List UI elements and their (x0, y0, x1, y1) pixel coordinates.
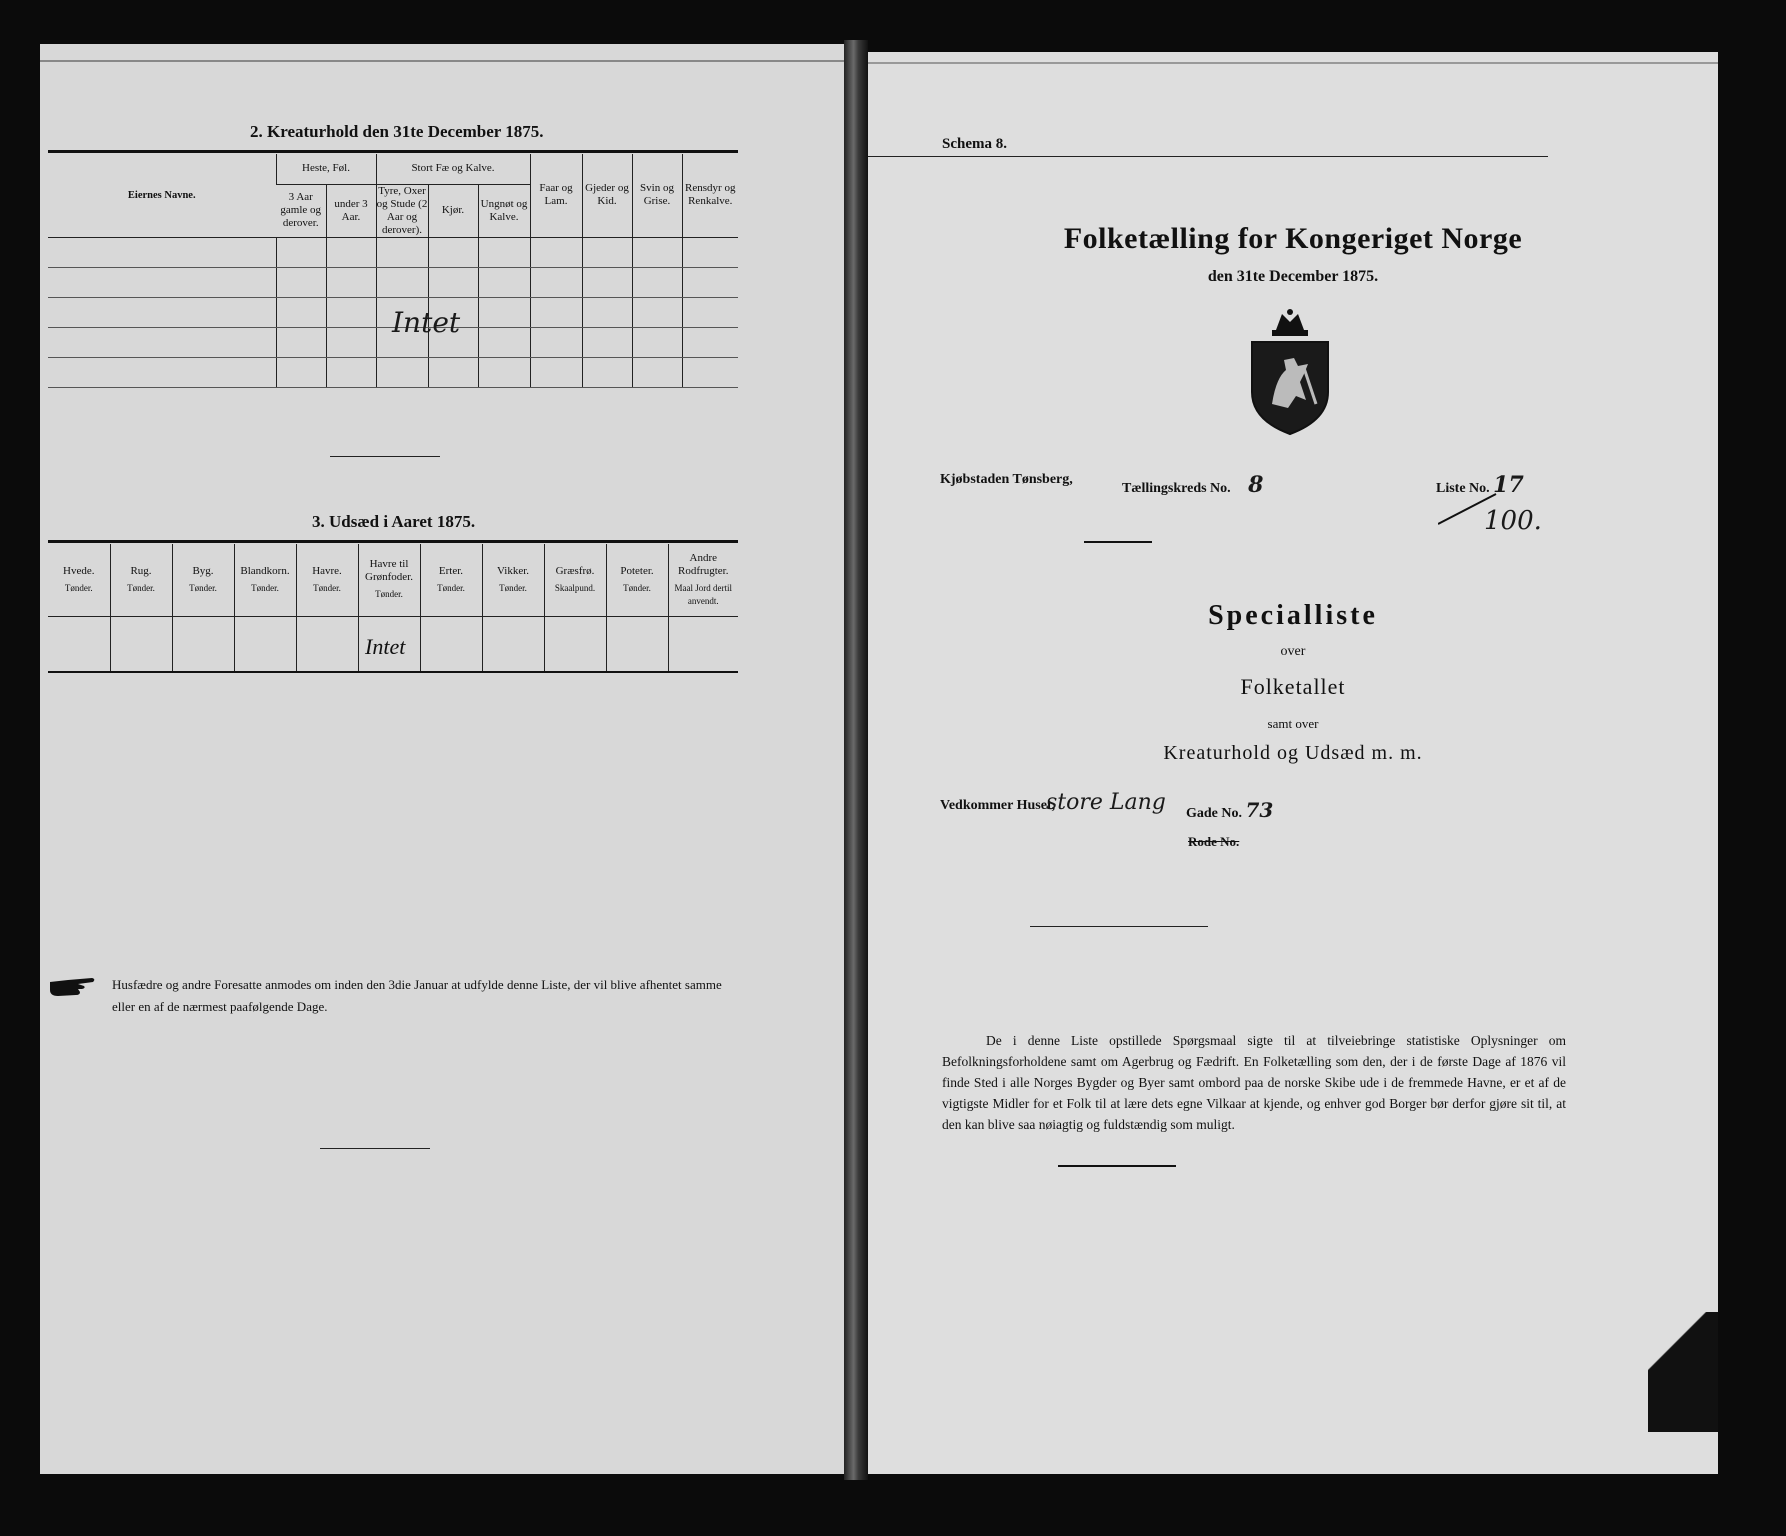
udsaed-col-unit: Tønder. (499, 582, 527, 593)
section3-title: 3. Udsæd i Aaret 1875. (312, 512, 476, 531)
schema-label: Schema 8. (942, 136, 1007, 152)
kreds-value: 8 (1248, 472, 1264, 498)
kreaturhold-heading: Kreaturhold og Udsæd m. m. (1163, 742, 1423, 764)
udsaed-col-header (606, 544, 668, 616)
heste-label: Heste, Føl. (302, 162, 350, 175)
table-cell (110, 616, 172, 672)
udsaed-col-header (358, 544, 420, 616)
divider (330, 456, 440, 457)
rensdyr-label: Rensdyr og Renkalve. (685, 182, 736, 208)
udsaed-col-name: Andre Rodfrugter. (678, 551, 729, 577)
explanation-paragraph: De i denne Liste opstillede Spørgsmaal sigte til at tilveiebringe statistiske Oplysninger om Befolkningsforholdene samt om Agerbrug og Fædrift. En Folketælling som den, der i de første Dage af 1876 vil finde Sted i alle Norges Bygder og Byer samt ombord paa de norske Skibe ude i de fremmede Havne, er et af de vigtigste Midler for et Folk til at lære dets egne Vilkaar at kjende, og enhver god Borger bør derfor gjøre sit til, at den kan blive saa nøiagtig og fuldstændig som muligt. (942, 1033, 1566, 1132)
udsaed-col-unit: Tønder. (189, 582, 217, 593)
udsaed-col-header (296, 544, 358, 616)
col-heste-b (326, 184, 376, 237)
udsaed-top-border (48, 540, 738, 543)
kreatur-handwritten: Intet (392, 306, 461, 339)
page-clip (1648, 1312, 1718, 1432)
svin-label: Svin og Grise. (640, 182, 674, 208)
udsaed-col-header (172, 544, 234, 616)
storfe-label: Stort Fæ og Kalve. (411, 162, 495, 175)
table-cell (668, 616, 738, 672)
heste-b-label: under 3 Aar. (334, 197, 368, 223)
pointing-hand-icon (48, 974, 98, 1000)
main-title: Folketælling for Kongeriget Norge (1063, 222, 1523, 255)
kjobstaden-value: Tønsberg, (1012, 472, 1073, 487)
udsaed-col-header (48, 544, 110, 616)
udsaed-col-name: Græsfrø. (555, 564, 595, 577)
udsaed-col-unit: Maal Jord dertil anvendt. (674, 582, 732, 606)
col-gjeder-header (582, 154, 632, 237)
heste-a-label: 3 Aar gamle og derover. (280, 191, 322, 229)
kreatur-top-border (48, 150, 738, 153)
udsaed-col-name: Vikker. (496, 564, 530, 577)
divider (1030, 926, 1208, 927)
samt-over-text: samt over (1267, 716, 1319, 731)
coat-of-arms-icon (1242, 308, 1338, 438)
col-rensdyr-header (682, 154, 738, 237)
col-names-header (48, 154, 276, 237)
table-cell (48, 616, 110, 672)
kreds-label: Tællingskreds No. (1122, 481, 1231, 496)
udsaed-col-unit: Tønder. (375, 589, 403, 600)
top-rule (868, 62, 1718, 64)
kreds-line (1122, 472, 1263, 498)
gjeder-label: Gjeder og Kid. (585, 182, 629, 208)
section2-title: 2. Kreaturhold den 31te December 1875. (250, 122, 544, 141)
col-storfe-a (376, 184, 428, 237)
notice-text: Husfædre og andre Foresatte anmodes om inden den 3die Januar at udfylde denne Liste, der vil blive afhentet samme eller en af de nærmest paafølgende Dage. (112, 977, 722, 1014)
rode-label: Rode No. (1188, 834, 1240, 849)
table-cell (544, 616, 606, 672)
over-text: over (1280, 644, 1306, 659)
table-cell (420, 616, 482, 672)
udsaed-col-unit: Tønder. (64, 582, 93, 593)
udsaed-col-unit: Tønder. (251, 582, 279, 593)
folketallet-text: Folketallet (1240, 674, 1346, 699)
gade-label: Gade No. (1186, 806, 1242, 821)
liste-label: Liste No. (1436, 481, 1490, 496)
udsaed-col-name: Havre til Grønfoder. (365, 558, 413, 584)
udsaed-col-name: Erter. (438, 564, 464, 577)
faar-label: Faar og Lam. (539, 182, 573, 208)
col-heste-a (276, 184, 326, 237)
udsaed-col-header (420, 544, 482, 616)
udsaed-col-name: Poteter. (620, 564, 654, 577)
udsaed-col-unit: Tønder. (437, 582, 465, 593)
udsaed-col-name: Blandkorn. (240, 564, 290, 577)
col-heste-header (276, 154, 376, 184)
udsaed-col-name: Rug. (130, 564, 152, 577)
udsaed-col-name: Hvede. (63, 564, 95, 577)
udsaed-col-unit: Skaalpund. (554, 582, 596, 593)
census-date: den 31te December 1875. (1207, 268, 1379, 285)
udsaed-col-unit: Tønder. (313, 582, 341, 593)
kjobstaden-line (940, 472, 1073, 488)
table-row (48, 237, 738, 267)
udsaed-col-header (668, 544, 738, 616)
udsaed-col-unit: Tønder. (623, 582, 651, 593)
col-storfe-c (478, 184, 530, 237)
left-page (40, 44, 844, 1474)
gade-number: 73 (1245, 798, 1274, 822)
divider (320, 1148, 430, 1149)
storfe-b-label: Kjør. (441, 204, 465, 216)
udsaed-col-name: Havre. (312, 564, 342, 577)
udsaed-col-name: Byg. (192, 564, 214, 577)
udsaed-col-unit: Tønder. (127, 582, 155, 593)
kreaturhold-table (48, 154, 738, 388)
street-handwritten: store Lang (1046, 790, 1166, 815)
udsaed-col-header (234, 544, 296, 616)
right-page (868, 52, 1718, 1474)
divider (1058, 1165, 1176, 1167)
header-rule (868, 156, 1548, 157)
liste-total: 100. (1484, 506, 1542, 536)
table-cell (296, 616, 358, 672)
col-svin-header (632, 154, 682, 237)
col-faar-header (530, 154, 582, 237)
storfe-a-label: Tyre, Oxer og Stude (2 Aar og derover). (376, 184, 428, 236)
table-cell (482, 616, 544, 672)
storfe-c-label: Ungnøt og Kalve. (480, 197, 528, 223)
vedkommer-label: Vedkommer Huset, (940, 798, 1056, 813)
udsaed-col-header (544, 544, 606, 616)
col-storfe-header (376, 154, 530, 184)
divider (1084, 541, 1152, 543)
liste-value: 17 (1493, 472, 1524, 498)
table-row (48, 357, 738, 387)
col-names-label: Eiernes Navne. (127, 189, 196, 201)
table-cell (172, 616, 234, 672)
book-spine (844, 40, 868, 1480)
udsaed-handwritten: Intet (365, 634, 406, 659)
top-rule (40, 60, 844, 62)
table-cell (234, 616, 296, 672)
kjobstaden-label: Kjøbstaden (940, 472, 1010, 487)
table-row (48, 267, 738, 297)
udsaed-col-header (482, 544, 544, 616)
table-cell (606, 616, 668, 672)
udsaed-col-header (110, 544, 172, 616)
col-storfe-b (428, 184, 478, 237)
gade-line (1186, 798, 1273, 822)
specialliste-heading: Specialliste (1208, 600, 1378, 631)
